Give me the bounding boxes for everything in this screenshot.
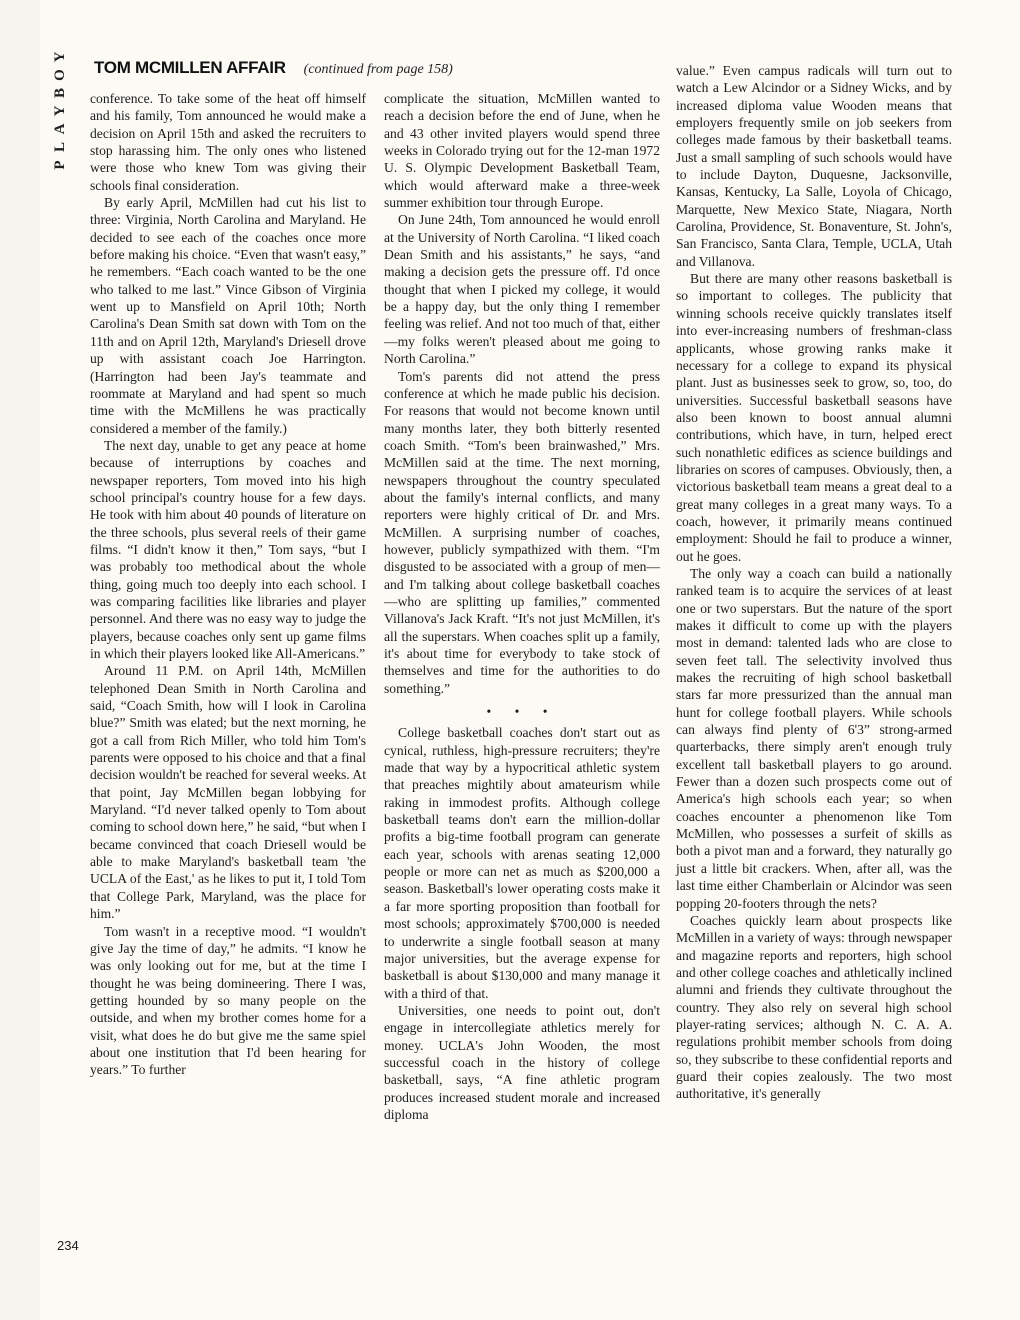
paragraph: Tom's parents did not attend the press conference at which he made public his decision. For reasons that would not become known until many months later, they both bitterly resented coach Smith. “Tom's been brainwashed,” Mrs. McMillen said at the time. The next morning, newspapers throughout the country speculated about the family's internal conflicts, and many reporters were highly critical of Dr. and Mrs. McMillen. A surprising number of coaches, however, publicly sympathized with them. “I'm disgusted to be associated with a group of men—and I'm talking about college basketball coaches—who are splitting up families,” commented Villanova's Jack Kraft. “It's not just McMillen, it's all the superstars. When coaches split up a family, it's about time for everybody to take stock of themselves and time for the authorities to do something.” xyxy=(384,368,660,696)
masthead-vertical xyxy=(52,48,68,174)
paragraph: But there are many other reasons basketball is so important to colleges. The publicity that winning schools receive quickly translates itself into ever-increasing numbers of freshman-class applicants, whose growing ranks make it necessary for a college to expand its physical plant. Just as businesses seek to grow, so, too, do universities. Successful basketball seasons have also been known to boost annual alumni contributions, which have, in turn, helped erect such nonathletic edifices as science buildings and libraries on scores of campuses. Obviously, then, a victorious basketball team means a great deal to a great many colleges in a great many ways. To a coach, however, it primarily means continued employment: Should he fail to produce a winner, out he goes. xyxy=(676,271,952,564)
paragraph: conference. To take some of the heat off himself and his family, Tom announced he would make a decision on April 15th and asked the recruiters to stop harassing him. The only ones who listened were those who knew Tom was giving their schools final consideration. xyxy=(90,91,366,193)
continued-note: (continued from page 158) xyxy=(303,62,453,77)
article-title: TOM MCMILLEN AFFAIR xyxy=(94,58,286,77)
paragraph: value.” Even campus radicals will turn out to watch a Lew Alcindor or a Sidney Wicks, and by increased diploma value Wooden means that employers frequently smile on job seekers from colleges made famous by their basketball teams. Just a small sampling of such schools would have to include Dayton, Duquesne, Jacksonville, Kansas, Kentucky, La Salle, Loyola of Chicago, Marquette, New Mexico State, Niagara, North Carolina, Providence, St. Bonaventure, St. John's, San Francisco, Santa Clara, Temple, UCLA, Utah and Villanova. xyxy=(676,63,952,269)
masthead-letter: Y xyxy=(52,51,68,63)
masthead-letter: P xyxy=(52,160,68,170)
masthead-letter: Y xyxy=(52,105,68,117)
masthead-letter: A xyxy=(52,123,68,135)
paragraph: On June 24th, Tom announced he would enroll at the University of North Carolina. “I liked coach Dean Smith and his assistants,” he says, “and making a decision gets the pressure off. I'd once thought that when I picked my college, it would be a happy day, but the only thing I remember feeling was relief. And not too much of that, either—my folks weren't pleased about me going to North Carolina.” xyxy=(384,212,660,367)
paragraph: The only way a coach can build a nationally ranked team is to acquire the services of at least one or two superstars. But the nature of the sport makes it difficult to come up with the players most in demand: talented lads who are close to seven feet tall. The selectivity involved thus makes the recruiting of high school basketball stars far more pressurized than the annual man hunt for college football players. While schools can always find plenty of 6'3” strong-armed quarterbacks, there simply aren't enough truly excellent tall basketball players to go around. Fewer than a dozen such prospects come out of America's high schools each year; so when coaches encounter a phenomenon like Tom McMillen, who possesses a surfeit of skills as both a pivot man and a forward, they naturally go just a little bit crackers. When, after all, was the last time either Chamberlain or Alcindor was seen popping 20-footers through the nets? xyxy=(676,565,952,911)
paragraph: The next day, unable to get any peace at home because of interruptions by coaches and newspaper reporters, Tom moved into his high school principal's country house for a few days. He took with him about 40 pounds of literature on the three schools, plus several reels of their game films. “I didn't know it then,” Tom says, “but I was probably too methodical about the whole thing, going much too deeply into each school. I was comparing facilities like libraries and player personnel. And there was no easy way to judge the players, because coaches only sent up game films in which their players looked like All-Americans.” xyxy=(90,437,366,661)
section-separator: • • • xyxy=(486,704,558,720)
paragraph: Coaches quickly learn about prospects like McMillen in a variety of ways: through newspaper and magazine reports and reporters, high school and other college coaches and athletically inclined alumni and friends they cultivate throughout the country. They also rely on several high school player-rating services; although N. C. A. A. regulations prohibit member schools from doing so, they subscribe to these confidential reports and guard their copies zealously. The two most authoritative, it's generally xyxy=(676,912,952,1102)
paragraph: Universities, one needs to point out, don't engage in intercollegiate athletics merely for money. UCLA's John Wooden, the most successful coach in the history of college basketball, says, “A fine athletic program produces increased student morale and increased diploma xyxy=(384,1002,660,1122)
paragraph: By early April, McMillen had cut his list to three: Virginia, North Carolina and Maryland. He decided to see each of the coaches once more before making his choice. “Even that wasn't easy,” he remembers. “Each coach wanted to be the one who talked to me last.” Vince Gibson of Virginia went up to Mansfield on April 10th; North Carolina's Dean Smith sat down with Tom on the 11th and on April 12th, Maryland's Driesell drove up with assistant coach Joe Harrington. (Harrington had been Jay's teammate and roommate at Maryland and had spent so much time with the McMillens he was practically considered a member of the family.) xyxy=(90,195,366,436)
text-column-1 xyxy=(90,90,366,1079)
paragraph: complicate the situation, McMillen wanted to reach a decision before the end of June, when he and 43 other invited players would spend three weeks in Colorado trying out for the 12-man 1972 U. S. Olympic Development Basketball Team, which would afterward make a three-week summer exhibition tour through Europe. xyxy=(384,91,660,211)
paragraph: Around 11 P.M. on April 14th, McMillen telephoned Dean Smith in North Carolina and said, “Coach Smith, how will I look in Carolina blue?” Smith was elated; but the next morning, he got a call from Rich Miller, who told him Tom's parents were opposed to his choice and that a final decision wouldn't be reached for several weeks. At that point, Jay McMillen began lobbying for Maryland. “I'd never talked openly to Tom about coming to school down here,” he said, “but when I became convinced that coach Driesell would be able to make Maryland's basketball team 'the UCLA of the East,' as he likes to put it, I told Tom that College Park, Maryland, was the place for him.” xyxy=(90,663,366,922)
masthead-letter: O xyxy=(52,69,68,81)
masthead-letter: B xyxy=(52,88,68,99)
text-column-2 xyxy=(384,90,660,1123)
masthead-letter: L xyxy=(52,142,68,153)
paragraph: College basketball coaches don't start out as cynical, ruthless, high-pressure recruiters; they're made that way by a hypocritical athletic system that preaches mightily about amateurism while raking in immodest profits. Although college basketball teams don't earn the million-dollar profits a big-time football program can generate each year, schools with arenas seating 12,000 people or more can net as much as $200,000 a season. Basketball's lower operating costs make it a far more sporting proposition than football for most schools; approximately $700,000 is needed to underwrite a single football season at many major universities, but the average expense for basketball is about $130,000 and many manage it with a third of that. xyxy=(384,725,660,1001)
page-number: 234 xyxy=(57,1238,79,1253)
paragraph: Tom wasn't in a receptive mood. “I wouldn't give Jay the time of day,” he admits. “I know he was only looking out for me, but at the time I thought he was being domineering. There I was, getting hounded by so many people on the outside, and when my brother comes home for a visit, what does he do but give me the same spiel about one institution that I'd been hearing for years.” To further xyxy=(90,923,366,1078)
article-header xyxy=(94,58,453,80)
text-column-3 xyxy=(676,62,952,1103)
